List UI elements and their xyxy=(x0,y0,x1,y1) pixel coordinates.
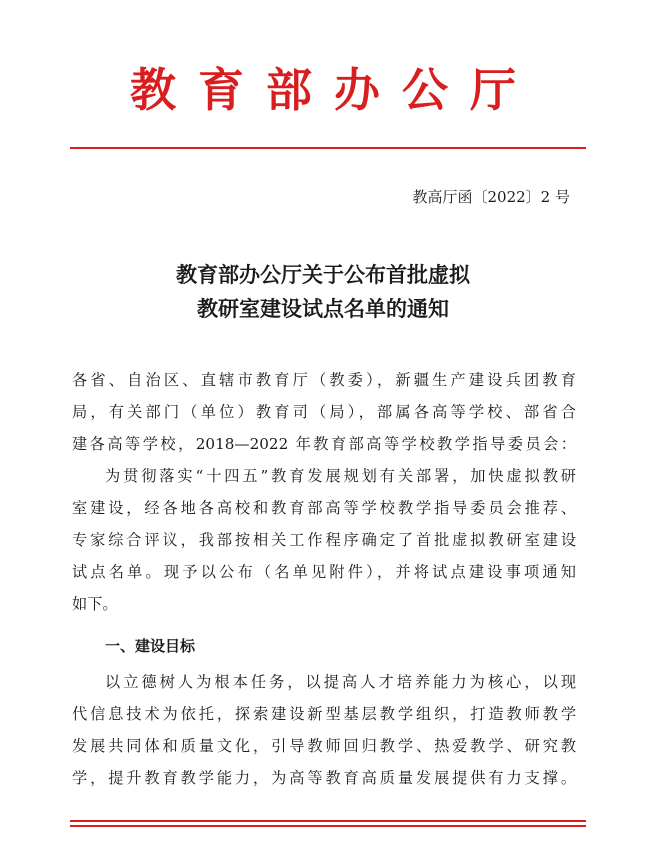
addressee-line: 建各高等学校，2018—2022 年教育部高等学校教学指导委员会： xyxy=(72,435,576,453)
red-divider-bottom xyxy=(70,820,586,822)
red-divider-bottom-second xyxy=(70,825,586,827)
paragraph-line: 试点名单。现予以公布（名单见附件），并将试点建设事项通知 xyxy=(72,563,576,581)
paragraph-line: 如下。 xyxy=(72,595,118,613)
issuer-header-title: 教育部办公厅 xyxy=(130,63,538,117)
paragraph-line: 发展共同体和质量文化，引导教师回归教学、热爱教学、研究教 xyxy=(72,737,576,755)
addressee-line: 各省、自治区、直辖市教育厅（教委），新疆生产建设兵团教育 xyxy=(72,371,576,389)
document-number: 教高厅函〔2022〕2 号 xyxy=(412,188,570,206)
paragraph-line: 室建设，经各地各高校和教育部高等学校教学指导委员会推荐、 xyxy=(72,499,576,517)
paragraph-line: 专家综合评议，我部按相关工作程序确定了首批虚拟教研室建设 xyxy=(72,531,576,549)
red-divider-top xyxy=(70,147,586,149)
addressee-line: 局，有关部门（单位）教育司（局），部属各高等学校、部省合 xyxy=(72,403,576,421)
paragraph-line: 学，提升教育教学能力，为高等教育高质量发展提供有力支撑。 xyxy=(72,769,576,787)
section-heading: 一、建设目标 xyxy=(105,637,196,655)
paragraph-line: 为贯彻落实“十四五”教育发展规划有关部署，加快虚拟教研 xyxy=(105,467,576,485)
paragraph-line: 以立德树人为根本任务，以提高人才培养能力为核心，以现 xyxy=(105,673,576,691)
paragraph-line: 代信息技术为依托，探索建设新型基层教学组织，打造教师教学 xyxy=(72,705,576,723)
document-title-line-2: 教研室建设试点名单的通知 xyxy=(197,296,449,321)
document-title-line-1: 教育部办公厅关于公布首批虚拟 xyxy=(176,262,470,287)
